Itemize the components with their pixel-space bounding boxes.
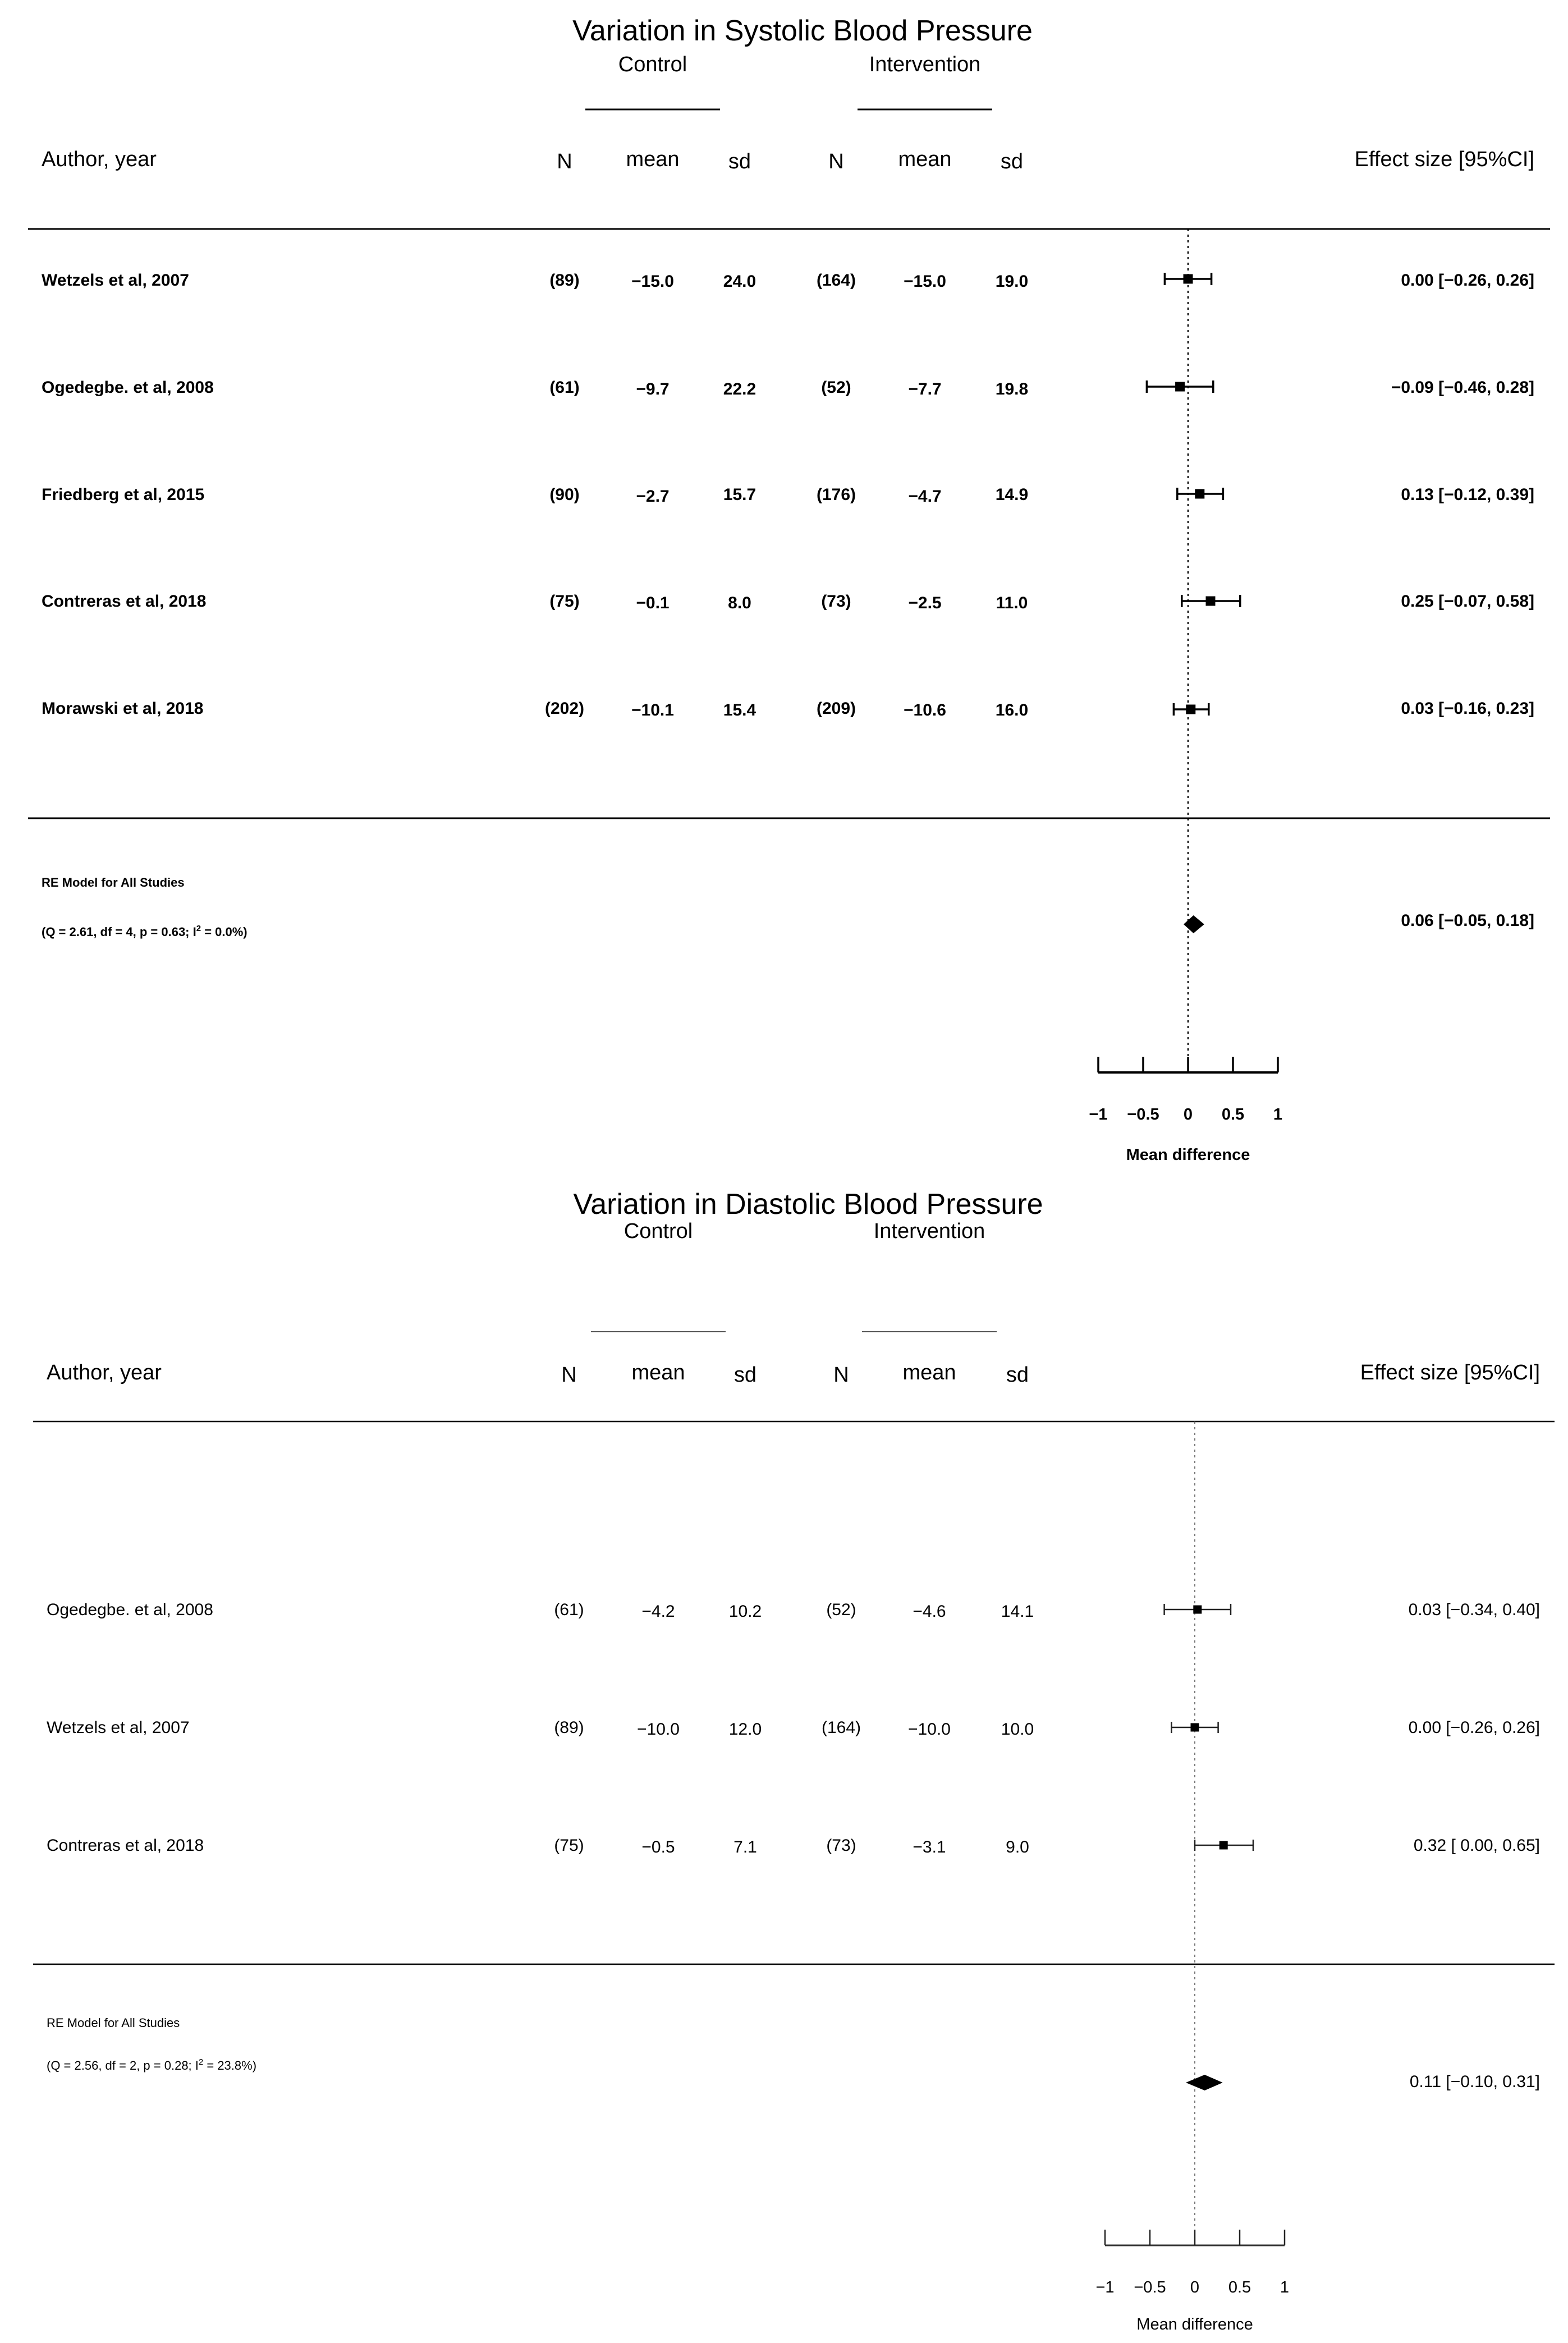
intervention-mean-header: mean: [902, 1361, 956, 1384]
intervention-mean: −4.6: [913, 1602, 946, 1621]
control-sd: 24.0: [723, 272, 757, 291]
control-n: (61): [549, 378, 580, 397]
x-tick-label: −0.5: [1134, 2278, 1166, 2296]
x-tick-label: 0: [1183, 1106, 1193, 1124]
study-row: [47, 1718, 1540, 1739]
x-tick-label: 1: [1273, 1106, 1283, 1124]
intervention-sd-header: sd: [1006, 1363, 1029, 1387]
control-mean: −15.0: [631, 272, 674, 291]
control-sd: 7.1: [733, 1838, 757, 1856]
x-tick-label: −1: [1089, 1106, 1108, 1124]
intervention-sd: 19.8: [995, 380, 1029, 398]
x-tick-label: 0.5: [1221, 1106, 1245, 1124]
stats-suffix: = 0.0%): [201, 925, 247, 939]
stats-prefix: (Q = 2.61, df = 4, p = 0.63; I: [42, 925, 196, 939]
intervention-n: (73): [826, 1836, 856, 1855]
stats-superscript: 2: [196, 924, 201, 933]
control-mean: −0.1: [636, 594, 670, 612]
control-mean: −4.2: [641, 1602, 675, 1621]
control-sd-header: sd: [733, 1363, 757, 1387]
summary-effect-value: 0.11 [−0.10, 0.31]: [1409, 2073, 1540, 2091]
intervention-sd-header: sd: [1000, 150, 1024, 173]
control-mean: −0.5: [641, 1838, 675, 1856]
study-label: Contreras et al, 2018: [42, 592, 207, 611]
point-estimate: [1186, 705, 1195, 714]
point-estimate: [1191, 1723, 1199, 1732]
control-sd: 15.4: [723, 701, 757, 719]
author-year-header: Author, year: [42, 148, 157, 171]
study-row: [42, 271, 1534, 291]
intervention-n: (73): [821, 592, 851, 611]
author-year-header: Author, year: [47, 1361, 162, 1384]
intervention-n-header: N: [833, 1363, 849, 1387]
intervention-group-label: Intervention: [869, 53, 981, 76]
control-group-label: Control: [618, 53, 687, 76]
control-mean: −2.7: [636, 487, 670, 506]
point-estimate: [1195, 489, 1204, 499]
intervention-n-header: N: [828, 150, 844, 173]
intervention-n: (52): [821, 378, 851, 397]
intervention-mean: −10.0: [908, 1720, 951, 1739]
control-n: (89): [549, 271, 580, 290]
control-sd: 10.2: [728, 1602, 762, 1621]
study-marks: [1147, 273, 1240, 933]
control-group-label: Control: [623, 1219, 693, 1243]
effect-size-value: 0.03 [−0.34, 0.40]: [1408, 1601, 1540, 1619]
control-sd: 15.7: [723, 485, 757, 504]
point-estimate: [1175, 382, 1185, 392]
control-n: (75): [554, 1836, 584, 1855]
intervention-mean: −10.6: [904, 701, 946, 719]
systolic-forest-plot: [0, 0, 1568, 1171]
study-row: [42, 485, 1534, 506]
x-tick-label: −0.5: [1127, 1106, 1159, 1124]
study-label: Wetzels et al, 2007: [42, 271, 189, 290]
intervention-sd: 19.0: [995, 272, 1029, 291]
intervention-n: (209): [816, 699, 856, 718]
heterogeneity-stats: [42, 924, 247, 939]
study-row: [42, 378, 1534, 398]
control-mean-header: mean: [626, 148, 680, 171]
study-row: [42, 592, 1534, 612]
control-n-header: N: [561, 1363, 577, 1387]
effect-size-header: Effect size [95%CI]: [1360, 1361, 1540, 1384]
summary-diamond: [1186, 2075, 1223, 2090]
x-tick-label: 1: [1280, 2278, 1290, 2296]
effect-size-value: 0.32 [ 0.00, 0.65]: [1413, 1836, 1540, 1855]
diastolic-chart-svg: [0, 1172, 1568, 2343]
intervention-mean: −4.7: [908, 487, 942, 506]
study-label: Ogedegbe. et al, 2008: [42, 378, 214, 397]
effect-size-value: 0.13 [−0.12, 0.39]: [1401, 485, 1534, 504]
stats-suffix: = 23.8%): [203, 2058, 257, 2073]
point-estimate: [1206, 597, 1216, 606]
stats-prefix: (Q = 2.56, df = 2, p = 0.28; I: [47, 2058, 199, 2073]
intervention-mean: −2.5: [908, 594, 942, 612]
x-tick-label: −1: [1095, 2278, 1115, 2296]
effect-size-value: 0.25 [−0.07, 0.58]: [1401, 592, 1534, 611]
study-marks: [1164, 1604, 1253, 2090]
summary-diamond: [1184, 915, 1204, 933]
intervention-sd: 16.0: [995, 701, 1029, 719]
summary-effect-value: 0.06 [−0.05, 0.18]: [1401, 911, 1534, 930]
study-row: [47, 1601, 1540, 1621]
study-row: [47, 1836, 1540, 1856]
x-axis: [1089, 1057, 1282, 1164]
heterogeneity-stats: [47, 2057, 256, 2073]
study-row: [42, 699, 1534, 719]
intervention-n: (176): [816, 485, 856, 504]
systolic-chart-svg: [0, 0, 1568, 1171]
control-mean: −9.7: [636, 380, 670, 398]
effect-size-value: −0.09 [−0.46, 0.28]: [1391, 378, 1534, 397]
study-label: Morawski et al, 2018: [42, 699, 204, 718]
stats-superscript: 2: [198, 2057, 204, 2067]
x-tick-label: 0.5: [1228, 2278, 1251, 2296]
intervention-n: (52): [826, 1601, 856, 1619]
intervention-mean: −7.7: [908, 380, 942, 398]
diastolic-forest-plot: [0, 1172, 1568, 2343]
intervention-sd: 10.0: [1001, 1720, 1034, 1739]
x-axis-label: Mean difference: [1126, 1146, 1250, 1164]
study-label: Friedberg et al, 2015: [42, 485, 205, 504]
control-n: (89): [554, 1718, 584, 1737]
intervention-sd: 9.0: [1006, 1838, 1029, 1856]
summary-label: RE Model for All Studies: [47, 2016, 180, 2030]
chart-title: Variation in Systolic Blood Pressure: [572, 15, 1033, 47]
x-axis-label: Mean difference: [1136, 2316, 1253, 2333]
intervention-mean-header: mean: [898, 148, 952, 171]
control-mean-header: mean: [631, 1361, 685, 1384]
study-label: Wetzels et al, 2007: [47, 1718, 190, 1737]
intervention-mean: −15.0: [904, 272, 946, 291]
effect-size-value: 0.00 [−0.26, 0.26]: [1408, 1718, 1540, 1737]
point-estimate: [1184, 274, 1193, 284]
summary-label: RE Model for All Studies: [42, 875, 185, 889]
effect-size-value: 0.03 [−0.16, 0.23]: [1401, 699, 1534, 718]
control-n: (202): [544, 699, 585, 718]
point-estimate: [1219, 1841, 1228, 1850]
control-sd: 22.2: [723, 380, 757, 398]
intervention-group-label: Intervention: [873, 1219, 985, 1243]
control-sd: 8.0: [728, 594, 751, 612]
intervention-mean: −3.1: [913, 1838, 946, 1856]
x-axis: [1095, 2230, 1289, 2333]
effect-size-value: 0.00 [−0.26, 0.26]: [1401, 271, 1534, 290]
point-estimate: [1193, 1606, 1202, 1614]
study-label: Ogedegbe. et al, 2008: [47, 1601, 213, 1619]
control-mean: −10.1: [631, 701, 674, 719]
intervention-sd: 14.9: [995, 485, 1029, 504]
effect-size-header: Effect size [95%CI]: [1354, 148, 1534, 171]
intervention-n: (164): [821, 1718, 861, 1737]
intervention-n: (164): [816, 271, 856, 290]
control-n: (75): [549, 592, 580, 611]
intervention-sd: 14.1: [1001, 1602, 1034, 1621]
intervention-sd: 11.0: [996, 594, 1028, 612]
control-n: (61): [554, 1601, 584, 1619]
control-sd-header: sd: [728, 150, 751, 173]
control-sd: 12.0: [728, 1720, 762, 1739]
x-tick-label: 0: [1190, 2278, 1200, 2296]
control-mean: −10.0: [637, 1720, 680, 1739]
control-n-header: N: [557, 150, 572, 173]
chart-title: Variation in Diastolic Blood Pressure: [573, 1188, 1043, 1221]
study-label: Contreras et al, 2018: [47, 1836, 204, 1855]
control-n: (90): [549, 485, 580, 504]
